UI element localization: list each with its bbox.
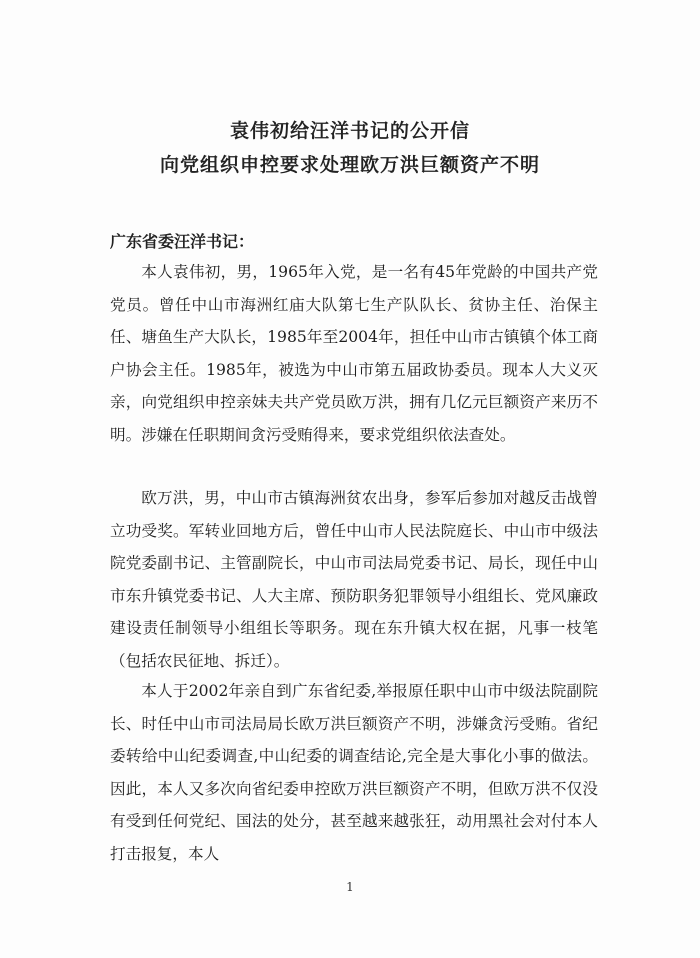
document-subtitle: 向党组织申控要求处理欧万洪巨额资产不明 (159, 154, 540, 176)
page-number: 1 (346, 880, 354, 894)
body-paragraph: 欧万洪，男，中山市古镇海洲贫农出身，参军后参加对越反击战曾立功受奖。军转业回地方后，曾任中山市人民法院庭长、中山市中级法院党委副书记、主管副院长，中山市司法局党委书记、局长，现任中山市东升镇党委书记、人大主席、预防职务犯罪领导小组组长、党风廉政建设责任制领导小组组长等职务。现在东升镇大权在据，凡事一枝笔（包括农民征地、拆迁）。 (110, 489, 598, 670)
salutation: 广东省委汪洋书记： (110, 232, 255, 251)
document-title: 袁伟初给汪洋书记的公开信 (229, 120, 470, 142)
body-paragraph: 本人袁伟初，男，1965年入党，是一名有45年党龄的中国共产党党员。曾任中山市海洲红庙大队第七生产队队长、贫协主任、治保主任、塘鱼生产大队长，1985年至2004年，担任中山市古镇镇个体工商户协会主任。1985年，被选为中山市第五届政协委员。现本人大义灭亲，向党组织申控亲妹夫共产党员欧万洪，拥有几亿元巨额资产来历不明。涉嫌在任职期间贪污受贿得来，要求党组织依法查处。 (110, 263, 598, 444)
body-paragraph: 本人于2002年亲自到广东省纪委,举报原任职中山市中级法院副院长、时任中山市司法局局长欧万洪巨额资产不明，涉嫌贪污受贿。省纪委转给中山纪委调查,中山纪委的调查结论,完全是大事化小事的做法。因此，本人又多次向省纪委申控欧万洪巨额资产不明，但欧万洪不仅没有受到任何党纪、国法的处分，甚至越来越张狂，动用黑社会对付本人打击报复，本人 (110, 682, 598, 863)
